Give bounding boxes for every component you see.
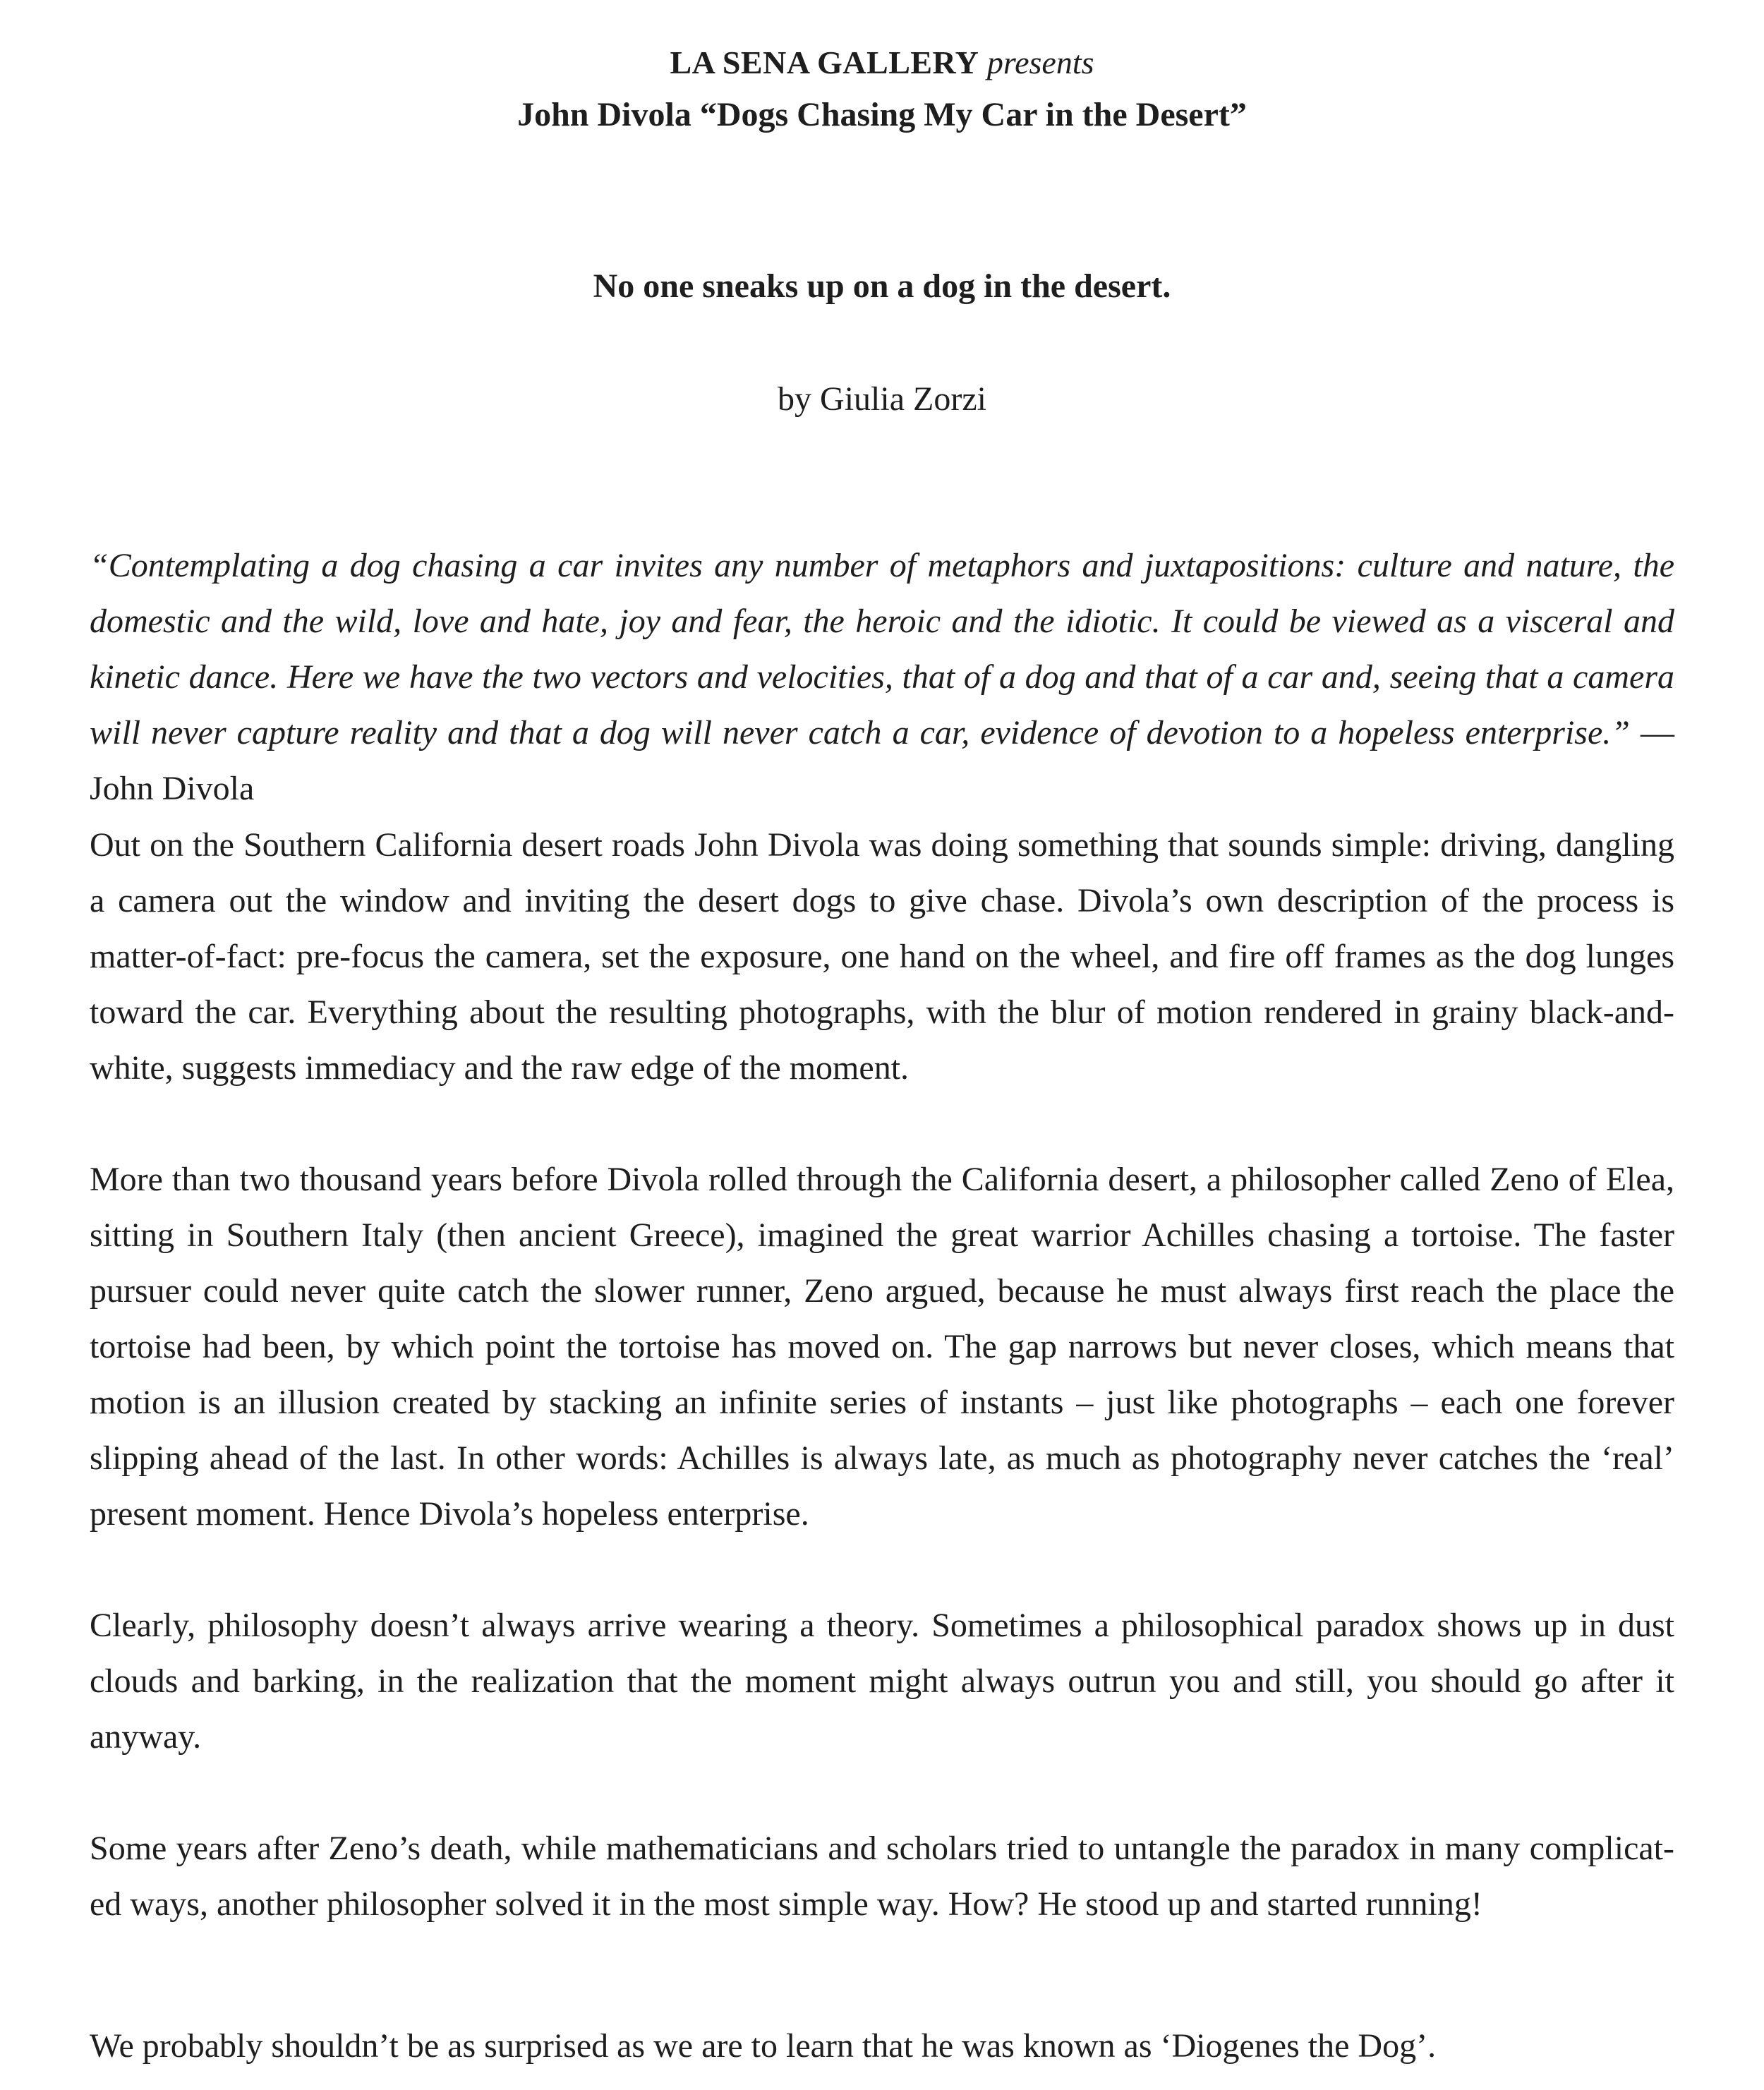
exhibition-title: John Divola “Dogs Chasing My Car in the Desert”: [517, 96, 1247, 133]
epigraph-quote: [90, 538, 1674, 816]
header: [0, 39, 1764, 143]
paragraph-3: Clearly, philosophy doesn’t always arrive wearing a theory. Sometimes a philosophical paradox shows up in dust clouds and barking, in the realization that the moment might always outrun you and still, you should go after it anyway.: [90, 1607, 1674, 1756]
paragraph-2: More than two thousand years before Divola rolled through the California desert, a philosopher called Zeno of Elea, sitting in Southern Italy (then ancient Greece), imagined the great warrior Achilles chasing a tortoise. The faster pursuer could never quite catch the slower runner, Zeno argued, because he must always first reach the place the tortoise had been, by which point the tortoise has moved on. The gap narrows but never closes, which means that motion is an illusion created by stacking an infinite series of instants – just like photographs – each one forever slipping ahead of the last. In other words: Achilles is always late, as much as photography never catches the ‘real’ present moment. Hence Divola’s hopeless enterprise.: [90, 1161, 1674, 1533]
paragraph-1: Out on the Southern California desert roads John Divola was doing something that sounds simple: driving, dangling a camera out the window and inviting the desert dogs to give chase. Divola’s own description of the process is matter-of-fact: pre-focus the camera, set the exposure, one hand on the wheel, and fire off frames as the dog lunges toward the car. Everything about the resulting photographs, with the blur of motion rendered in grainy black-and-white, suggests immediacy and the raw edge of the moment.: [90, 826, 1674, 1087]
presents-label: presents: [986, 44, 1094, 80]
paragraph-5: We probably shouldn’t be as surprised as we are to learn that he was known as ‘Diogenes the Dog’.: [90, 2027, 1437, 2065]
paragraph-4: Some years after Zeno’s death, while mathematicians and scholars tried to untangle the paradox in many complicated ways, another philosopher solved it in the most simple way. How? He stood up and started running!: [90, 1830, 1674, 1923]
header-presenter-line: [0, 39, 1764, 87]
article-byline: by Giulia Zorzi: [778, 380, 986, 418]
quote-attribution: — John Divola: [90, 714, 1675, 807]
article-subtitle: No one sneaks up on a dog in the desert.: [593, 267, 1171, 305]
quote-text: “Contemplating a dog chasing a car invites any number of metaphors and juxtapositions: culture and nature, the domestic and the wild, love and hate, joy and fear, the heroic and the idiotic. It could be viewed as a visceral and kinetic dance. Here we have the two vectors and velocities, that of a dog and that of a car and, seeing that a camera will never capture reality and that a dog will never catch a car, evidence of devotion to a hopeless enterprise.”: [90, 547, 1674, 751]
gallery-name: LA SENA GALLERY: [670, 44, 979, 80]
